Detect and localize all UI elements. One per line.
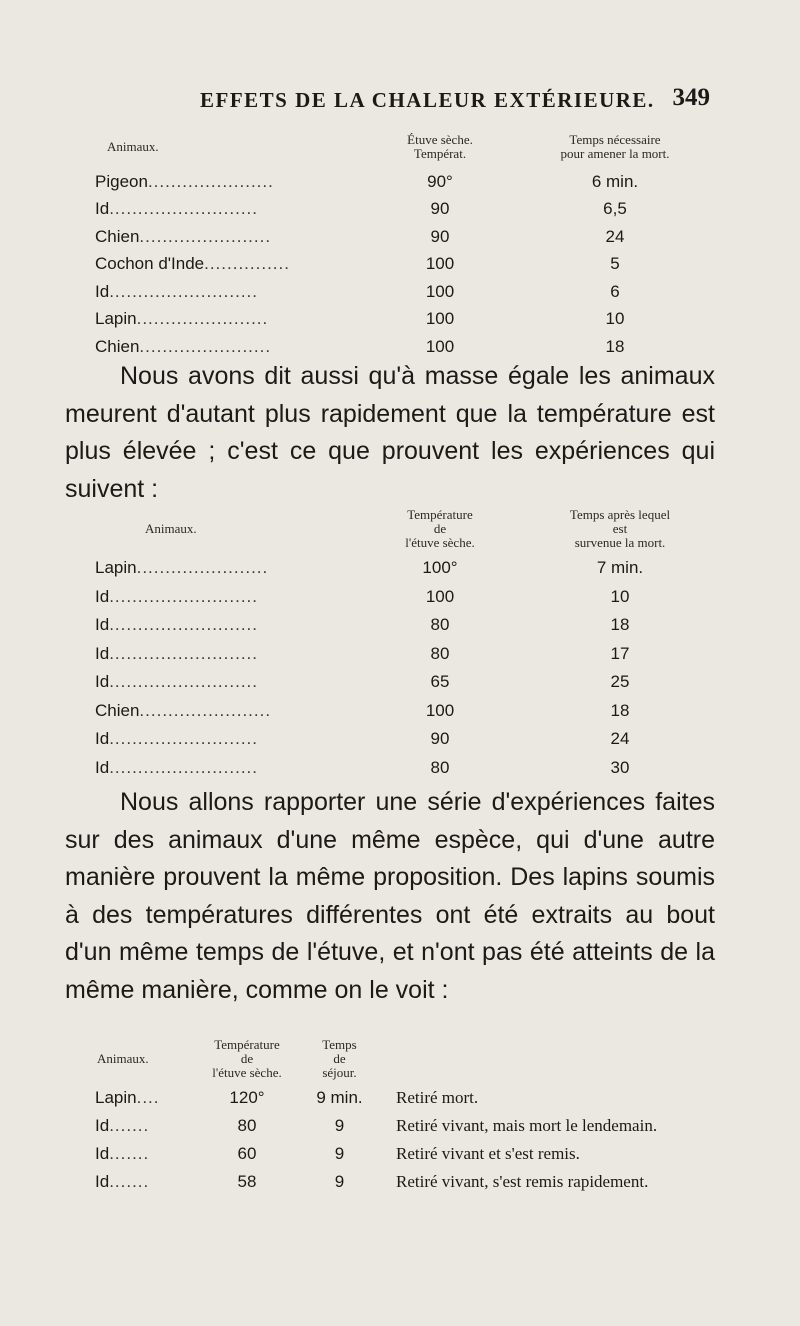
cell-time: 10 bbox=[605, 309, 625, 329]
cell-animal: Cochon d'Inde............... bbox=[95, 254, 290, 274]
cell-animal: Id.......................... bbox=[95, 643, 258, 663]
cell-time: 30 bbox=[610, 757, 630, 777]
cell-temp: 100 bbox=[425, 281, 455, 301]
cell-temp: 100° bbox=[422, 558, 458, 578]
table-row bbox=[95, 251, 715, 279]
paragraph-1: Nous avons dit aussi qu'à masse égale les animaux meurent d'autant plus rapidement que la température est plus élevée ; c'est ce que prouvent les expériences qui suivent : bbox=[65, 362, 715, 503]
cell-temp: 80 bbox=[430, 757, 450, 777]
header-time: Temps nécessaire pour amener la mort. bbox=[560, 132, 670, 161]
cell-time: 10 bbox=[610, 586, 630, 606]
cell-animal: Lapin....................... bbox=[95, 309, 269, 329]
cell-temp: 120° bbox=[229, 1088, 265, 1107]
table-row bbox=[95, 333, 715, 361]
cell-time: 6,5 bbox=[603, 199, 627, 219]
cell-temp: 90 bbox=[430, 226, 450, 246]
table-row bbox=[95, 278, 715, 306]
header-stay: Temps de séjour. bbox=[322, 1037, 357, 1080]
cell-result: Retiré vivant, mais mort le lendemain. bbox=[396, 1116, 658, 1135]
leader-dots: ....................... bbox=[139, 700, 272, 720]
header-title: EFFETS DE LA CHALEUR EXTÉRIEURE. bbox=[200, 88, 655, 112]
cell-animal: Chien....................... bbox=[95, 336, 272, 356]
cell-temp: 100 bbox=[425, 700, 455, 720]
table-header-row bbox=[95, 126, 715, 168]
cell-temp: 80 bbox=[237, 1116, 257, 1135]
leader-dots: .......................... bbox=[109, 281, 258, 301]
cell-temp: 80 bbox=[430, 643, 450, 663]
cell-result: Retiré vivant, s'est remis rapidement. bbox=[396, 1172, 649, 1191]
header-temperature: Étuve sèche. Températ. bbox=[407, 132, 473, 161]
cell-animal: Id.......................... bbox=[95, 672, 258, 692]
table-lethal-time-1 bbox=[95, 126, 715, 361]
cell-animal: Id.......................... bbox=[95, 729, 258, 749]
page-number: 349 bbox=[672, 84, 710, 111]
cell-temp: 60 bbox=[237, 1144, 257, 1163]
table-row bbox=[95, 640, 725, 669]
cell-animal: Lapin....................... bbox=[95, 558, 269, 578]
header-time: Temps après lequel est survenue la mort. bbox=[569, 507, 671, 550]
table-row bbox=[95, 725, 725, 754]
cell-temp: 100 bbox=[425, 309, 455, 329]
running-header bbox=[200, 84, 710, 118]
cell-time: 25 bbox=[610, 672, 630, 692]
cell-temp: 80 bbox=[430, 615, 450, 635]
table-header-row bbox=[95, 1034, 720, 1084]
leader-dots: .......................... bbox=[109, 672, 258, 692]
cell-time: 18 bbox=[605, 336, 625, 356]
cell-temp: 58 bbox=[237, 1172, 257, 1191]
table-row bbox=[95, 697, 725, 726]
leader-dots: ............... bbox=[204, 254, 290, 274]
cell-temp: 90 bbox=[430, 729, 450, 749]
cell-stay: 9 bbox=[334, 1116, 345, 1135]
cell-temp: 90 bbox=[430, 199, 450, 219]
leader-dots: .......................... bbox=[109, 586, 258, 606]
leader-dots: .......................... bbox=[109, 757, 258, 777]
cell-time: 17 bbox=[610, 643, 630, 663]
leader-dots: ....................... bbox=[136, 309, 269, 329]
cell-time: 18 bbox=[610, 700, 630, 720]
table-row bbox=[95, 306, 715, 334]
cell-stay: 9 bbox=[334, 1172, 345, 1191]
cell-time: 7 min. bbox=[596, 558, 644, 578]
table-lethal-time-2 bbox=[95, 504, 725, 782]
cell-animal: Id....... bbox=[95, 1172, 150, 1191]
leader-dots: ....................... bbox=[139, 226, 272, 246]
leader-dots: .... bbox=[136, 1088, 160, 1107]
cell-time: 18 bbox=[610, 615, 630, 635]
table-row bbox=[95, 1084, 720, 1112]
header-temperature: Température de l'étuve sèche. bbox=[212, 1037, 282, 1080]
cell-time: 24 bbox=[605, 226, 625, 246]
cell-time: 6 min. bbox=[591, 171, 639, 191]
table-row bbox=[95, 754, 725, 783]
header-animals: Animaux. bbox=[97, 1051, 149, 1066]
leader-dots: ....................... bbox=[139, 336, 272, 356]
leader-dots: .......................... bbox=[109, 199, 258, 219]
leader-dots: .......................... bbox=[109, 615, 258, 635]
header-animals: Animaux. bbox=[145, 521, 197, 536]
cell-animal: Chien....................... bbox=[95, 226, 272, 246]
table-header-row bbox=[95, 504, 725, 554]
cell-animal: Id.......................... bbox=[95, 586, 258, 606]
leader-dots: ...................... bbox=[147, 171, 274, 191]
cell-temp: 90° bbox=[427, 171, 453, 191]
leader-dots: ....... bbox=[109, 1172, 150, 1191]
cell-result: Retiré vivant et s'est remis. bbox=[396, 1144, 580, 1163]
cell-animal: Id.......................... bbox=[95, 615, 258, 635]
cell-time: 24 bbox=[610, 729, 630, 749]
cell-animal: Id.......................... bbox=[95, 757, 258, 777]
cell-temp: 100 bbox=[425, 336, 455, 356]
leader-dots: ....................... bbox=[136, 558, 269, 578]
table-row bbox=[95, 554, 725, 583]
table-row bbox=[95, 1168, 720, 1196]
cell-temp: 65 bbox=[430, 672, 450, 692]
header-animals: Animaux. bbox=[107, 139, 159, 154]
table-rabbit-experiments bbox=[95, 1034, 720, 1196]
paragraph-2: Nous allons rapporter une série d'expériences faites sur des animaux d'une même espèce, qui d'une autre manière prouvent la même proposition. Des lapins soumis à des températures différentes ont été extraits au bout d'un même temps de l'étuve, et n'ont pas été atteints de la même manière, comme on le voit : bbox=[65, 788, 715, 1004]
cell-animal: Id.......................... bbox=[95, 281, 258, 301]
table-row bbox=[95, 611, 725, 640]
table-row bbox=[95, 168, 715, 196]
table-row bbox=[95, 583, 725, 612]
cell-temp: 100 bbox=[425, 586, 455, 606]
cell-time: 6 bbox=[610, 281, 620, 301]
cell-time: 5 bbox=[610, 254, 620, 274]
leader-dots: .......................... bbox=[109, 643, 258, 663]
table-row bbox=[95, 668, 725, 697]
leader-dots: ....... bbox=[109, 1144, 150, 1163]
table-row bbox=[95, 1140, 720, 1168]
table-row bbox=[95, 196, 715, 224]
cell-animal: Chien....................... bbox=[95, 700, 272, 720]
cell-animal: Lapin.... bbox=[95, 1088, 160, 1107]
table-row bbox=[95, 1112, 720, 1140]
cell-stay: 9 bbox=[334, 1144, 345, 1163]
leader-dots: .......................... bbox=[109, 729, 258, 749]
table-row bbox=[95, 223, 715, 251]
cell-animal: Id.......................... bbox=[95, 199, 258, 219]
cell-result: Retiré mort. bbox=[396, 1088, 479, 1107]
cell-animal: Pigeon...................... bbox=[95, 171, 274, 191]
cell-stay: 9 min. bbox=[316, 1088, 363, 1107]
header-temperature: Température de l'étuve sèche. bbox=[405, 507, 475, 550]
cell-animal: Id....... bbox=[95, 1144, 150, 1163]
cell-animal: Id....... bbox=[95, 1116, 150, 1135]
leader-dots: ....... bbox=[109, 1116, 150, 1135]
cell-temp: 100 bbox=[425, 254, 455, 274]
